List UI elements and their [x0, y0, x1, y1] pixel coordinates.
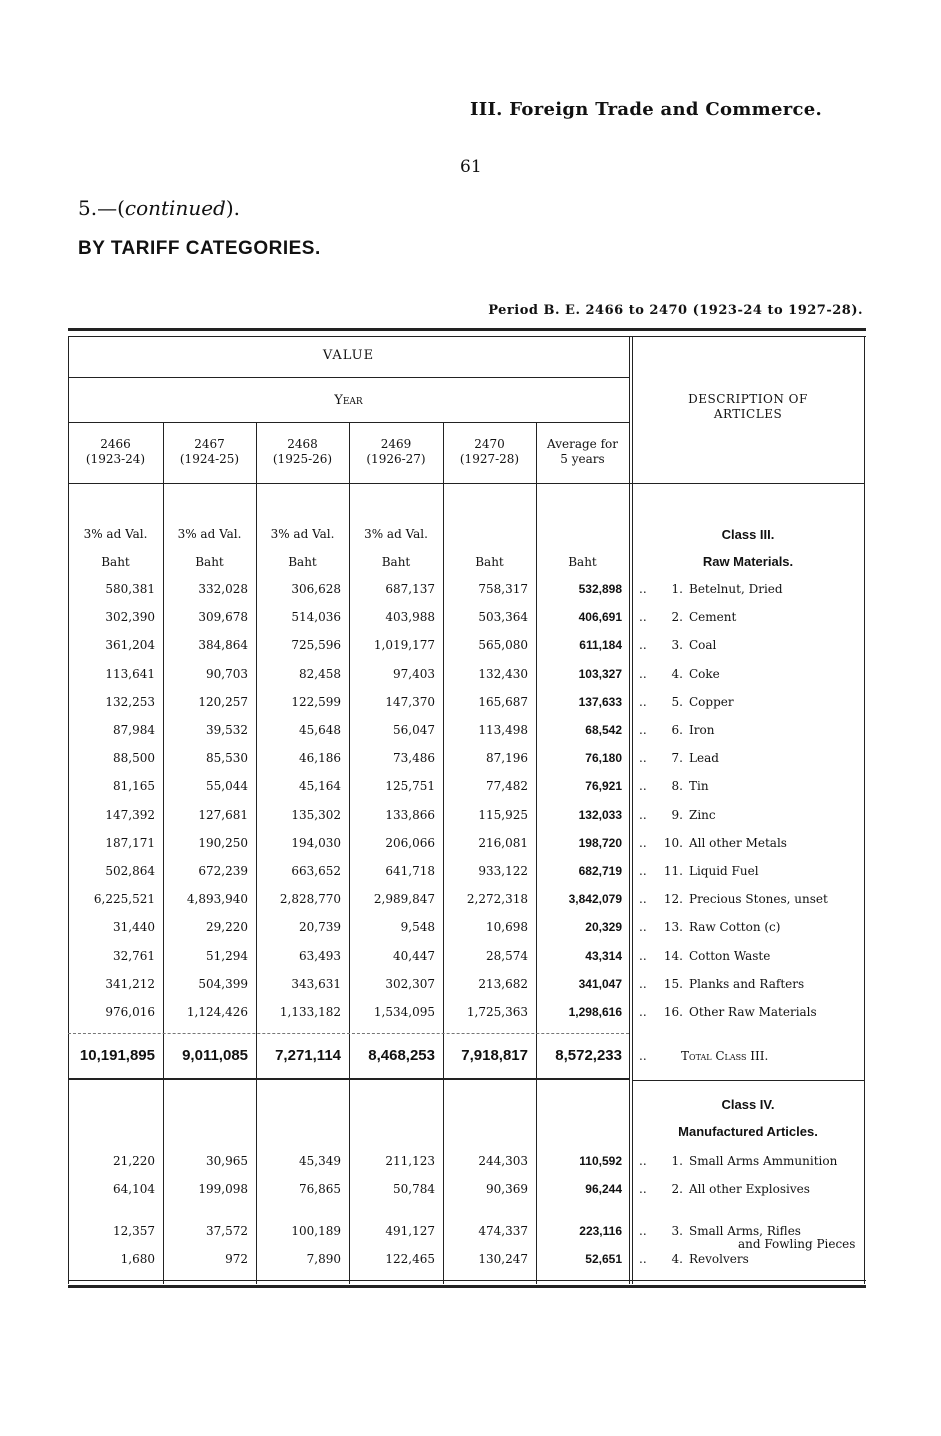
table-cell: 725,596	[291, 638, 341, 653]
row-description	[639, 1005, 817, 1019]
column-header	[536, 437, 629, 467]
table-cell: 90,703	[206, 666, 248, 681]
table-cell: 187,171	[105, 835, 155, 850]
table-cell: 127,681	[198, 807, 248, 822]
table-cell: 976,016	[105, 1005, 155, 1019]
table-cell: 45,648	[299, 723, 341, 737]
table-cell: 2,828,770	[279, 892, 341, 907]
leader-dots: ..	[639, 666, 647, 681]
row-label: Small Arms, Rifles	[689, 1224, 801, 1238]
table-cell: 137,633	[578, 694, 622, 709]
table-cell: 190,250	[198, 835, 248, 850]
row-number: 8.	[671, 779, 683, 794]
total-cell: 10,191,895	[79, 1047, 155, 1064]
leader-dots: ..	[639, 1252, 647, 1266]
table-cell: 663,652	[291, 864, 341, 878]
row-number: 9.	[671, 807, 683, 822]
total-cell: 7,271,114	[275, 1047, 341, 1064]
table-cell: 2,272,318	[466, 892, 528, 907]
table-cell: 1,019,177	[373, 638, 435, 653]
description-header	[632, 392, 864, 422]
leader-dots: ..	[639, 694, 647, 709]
leader-dots: ..	[639, 638, 647, 653]
table-cell: 672,239	[198, 864, 248, 878]
table-cell: 110,592	[579, 1154, 622, 1168]
total-cell: 8,468,253	[368, 1047, 435, 1064]
table-cell: 37,572	[206, 1224, 248, 1238]
total-cell: 7,918,817	[461, 1047, 528, 1064]
table-cell: 122,465	[385, 1252, 435, 1266]
table-cell: 28,574	[486, 948, 528, 963]
currency-label: Baht	[475, 555, 504, 569]
table-cell: 50,784	[393, 1182, 435, 1196]
row-number: 14.	[663, 948, 683, 963]
duty-label: 3% ad Val.	[177, 527, 242, 541]
row-number: 15.	[663, 976, 683, 991]
table-cell: 532,898	[578, 582, 622, 596]
column-header-span: (1924-25)	[179, 452, 240, 466]
table-cell: 32,761	[113, 948, 155, 963]
table-cell: 132,430	[478, 666, 528, 681]
table-cell: 45,349	[299, 1154, 341, 1168]
table-cell: 147,392	[105, 807, 155, 822]
description-header-line2: ARTICLES	[713, 407, 783, 421]
table-cell: 97,403	[393, 666, 435, 681]
leader-dots: ..	[639, 1154, 647, 1168]
row-number: 12.	[663, 892, 683, 907]
table-bottom-rule	[68, 1285, 866, 1288]
table-cell: 503,364	[478, 610, 528, 625]
table-cell: 113,641	[105, 666, 155, 681]
class-title: Class IV.	[721, 1097, 775, 1112]
table-cell: 43,314	[585, 948, 622, 963]
table-cell: 1,680	[120, 1252, 155, 1266]
row-description	[639, 977, 804, 991]
table-cell: 502,864	[105, 864, 155, 878]
row-number: 2.	[671, 610, 683, 625]
row-label: Tin	[689, 779, 709, 794]
column-divider	[349, 422, 350, 1284]
row-label: Coal	[689, 638, 717, 653]
table-cell: 130,247	[478, 1252, 528, 1266]
row-label: Cement	[689, 610, 737, 625]
table-cell: 1,133,182	[279, 1005, 341, 1019]
table-cell: 76,865	[299, 1182, 341, 1196]
row-label: Raw Cotton (c)	[689, 920, 781, 935]
table-cell: 491,127	[385, 1224, 435, 1238]
column-header-year: 2466	[100, 437, 131, 451]
row-label: Cotton Waste	[689, 948, 771, 963]
column-divider	[443, 422, 444, 1284]
total-cell: 9,011,085	[182, 1047, 248, 1064]
table-cell: 90,369	[486, 1182, 528, 1196]
row-label: Lead	[689, 751, 719, 766]
column-header-year: 2467	[194, 437, 225, 451]
table-cell: 68,542	[585, 723, 622, 737]
table-left-border	[68, 336, 69, 1284]
header-bottom-rule	[68, 483, 864, 484]
row-label: Betelnut, Dried	[689, 582, 783, 596]
continued-prefix: 5.—(	[78, 196, 125, 220]
column-divider	[536, 422, 537, 1284]
row-description	[639, 864, 759, 878]
leader-dots: ..	[639, 864, 647, 878]
page-number: 61	[460, 157, 482, 177]
leader-dots: ..	[639, 1182, 647, 1196]
category-heading: BY TARIFF CATEGORIES.	[78, 238, 321, 259]
total-bottom-rule	[68, 1078, 629, 1080]
table-cell: 39,532	[206, 723, 248, 737]
table-cell: 120,257	[198, 694, 248, 709]
row-label: Liquid Fuel	[689, 864, 759, 878]
row-description	[639, 1252, 749, 1266]
table-cell: 199,098	[198, 1182, 248, 1196]
row-description	[639, 920, 780, 934]
table-cell: 1,298,616	[568, 1005, 622, 1019]
table-cell: 45,164	[299, 779, 341, 794]
row-label: Other Raw Materials	[689, 1005, 817, 1019]
table-cell: 20,739	[299, 920, 341, 935]
table-cell: 341,047	[578, 976, 622, 991]
row-description	[639, 751, 719, 765]
description-divider	[629, 336, 630, 1284]
table-cell: 341,212	[105, 976, 155, 991]
row-number: 16.	[663, 1005, 683, 1019]
table-cell: 361,204	[105, 638, 155, 653]
table-cell: 6,225,521	[93, 892, 155, 907]
table-cell: 216,081	[478, 835, 528, 850]
continued-heading	[78, 196, 240, 220]
column-header	[443, 437, 536, 467]
table-cell: 306,628	[291, 582, 341, 596]
table-cell: 687,137	[385, 582, 435, 596]
class-subtitle: Manufactured Articles.	[678, 1124, 818, 1139]
table-cell: 21,220	[113, 1154, 155, 1168]
table-cell: 474,337	[478, 1224, 528, 1238]
currency-label: Baht	[101, 555, 130, 569]
table-cell: 100,189	[291, 1224, 341, 1238]
row-number: 2.	[671, 1182, 683, 1196]
table-cell: 87,196	[486, 751, 528, 766]
table-cell: 64,104	[113, 1182, 155, 1196]
table-cell: 51,294	[206, 948, 248, 963]
currency-label: Baht	[288, 555, 317, 569]
column-header	[68, 437, 163, 467]
table-cell: 384,864	[198, 638, 248, 653]
column-header	[163, 437, 256, 467]
table-cell: 82,458	[299, 666, 341, 681]
continued-suffix: ).	[225, 196, 241, 220]
leader-dots: ..	[639, 976, 647, 991]
continued-word: continued	[124, 196, 226, 220]
row-label: Iron	[689, 723, 715, 737]
row-label: Zinc	[689, 807, 716, 822]
table-cell: 406,691	[578, 610, 622, 625]
table-cell: 565,080	[478, 638, 528, 653]
value-row-rule	[68, 377, 629, 378]
table-cell: 96,244	[585, 1182, 622, 1196]
row-number: 6.	[671, 723, 683, 737]
column-header-span: (1925-26)	[272, 452, 333, 466]
leader-dots: ..	[639, 835, 647, 850]
row-description	[639, 892, 828, 906]
table-cell: 1,725,363	[466, 1005, 528, 1019]
duty-label: 3% ad Val.	[364, 527, 428, 541]
table-cell: 147,370	[385, 694, 435, 709]
class-title: Class III.	[721, 527, 775, 542]
column-divider	[256, 422, 257, 1284]
row-description	[639, 836, 787, 850]
column-header	[256, 437, 349, 467]
table-cell: 9,548	[400, 920, 435, 935]
table-cell: 223,116	[579, 1224, 622, 1238]
row-description	[639, 638, 716, 652]
row-number: 1.	[671, 582, 683, 596]
table-cell: 133,866	[385, 807, 435, 822]
value-header: VALUE	[322, 348, 375, 363]
row-description	[639, 610, 736, 624]
leader-dots: ..	[639, 1224, 647, 1238]
row-description	[639, 1224, 801, 1238]
row-description	[639, 582, 783, 596]
table-cell: 55,044	[206, 779, 248, 794]
total-top-rule	[68, 1033, 629, 1034]
table-cell: 206,066	[385, 835, 435, 850]
duty-label: 3% ad Val.	[270, 527, 335, 541]
column-header-year: 2469	[380, 437, 412, 451]
table-cell: 10,698	[486, 920, 528, 935]
leader-dots: ..	[639, 892, 647, 907]
table-cell: 125,751	[385, 779, 435, 794]
column-header-year: 2468	[287, 437, 318, 451]
table-cell: 132,253	[105, 694, 155, 709]
table-cell: 12,357	[113, 1224, 155, 1238]
table-cell: 135,302	[291, 807, 341, 822]
row-number: 5.	[671, 694, 683, 709]
table-cell: 682,719	[578, 864, 622, 878]
table-cell: 40,447	[393, 948, 435, 963]
description-header-line1: DESCRIPTION OF	[688, 392, 808, 406]
table-cell: 52,651	[585, 1252, 622, 1266]
row-number: 4.	[671, 666, 683, 681]
table-cell: 85,530	[206, 751, 248, 766]
table-cell: 30,965	[206, 1154, 248, 1168]
leader-dots: ..	[639, 920, 647, 935]
table-cell: 56,047	[393, 723, 435, 737]
table-cell: 77,482	[486, 779, 528, 794]
column-header-span: (1926-27)	[366, 452, 426, 466]
leader-dots: ..	[639, 948, 647, 963]
table-cell: 20,329	[585, 920, 622, 935]
table-cell: 211,123	[385, 1154, 435, 1168]
table-cell: 87,984	[113, 723, 155, 737]
table-right-border	[864, 336, 865, 1284]
table-cell: 332,028	[198, 582, 248, 596]
table-cell: 1,124,426	[186, 1005, 248, 1019]
table-cell: 758,317	[478, 582, 528, 596]
table-bottom-inner-rule	[68, 1280, 866, 1281]
row-label-continued: and Fowling Pieces	[738, 1237, 856, 1251]
table-cell: 403,988	[385, 610, 435, 625]
row-number: 10.	[663, 835, 683, 850]
table-cell: 1,534,095	[373, 1005, 435, 1019]
column-header-year: Average for	[547, 437, 618, 451]
table-cell: 113,498	[478, 723, 528, 737]
table-cell: 611,184	[579, 638, 622, 653]
leader-dots: ..	[639, 610, 647, 625]
table-top-inner-rule	[68, 336, 866, 337]
table-cell: 76,180	[585, 751, 622, 766]
table-cell: 115,925	[478, 807, 528, 822]
row-description	[639, 723, 714, 737]
period-note: Period B. E. 2466 to 2470 (1923-24 to 1927-28).	[488, 303, 863, 318]
row-label: All other Explosives	[689, 1182, 810, 1196]
table-cell: 7,890	[306, 1252, 341, 1266]
table-cell: 31,440	[113, 920, 155, 935]
column-header-year: 2470	[474, 437, 505, 451]
table-cell: 194,030	[291, 835, 341, 850]
description-divider-inner	[632, 336, 633, 1284]
table-cell: 46,186	[299, 751, 341, 766]
running-head: III. Foreign Trade and Commerce.	[470, 99, 823, 120]
row-number: 13.	[663, 920, 683, 935]
row-number: 3.	[671, 638, 683, 653]
row-description	[639, 949, 770, 963]
table-cell: 641,718	[385, 864, 435, 878]
leader-dots: ..	[639, 1049, 647, 1063]
table-cell: 4,893,940	[186, 892, 248, 907]
table-cell: 165,687	[478, 694, 528, 709]
column-divider	[163, 422, 164, 1284]
row-number: 4.	[671, 1252, 683, 1266]
currency-label: Baht	[568, 555, 597, 569]
row-label: Copper	[689, 694, 734, 709]
table-cell: 213,682	[478, 976, 528, 991]
year-header: Year	[334, 393, 363, 408]
table-cell: 63,493	[299, 948, 341, 963]
row-description	[639, 1182, 810, 1196]
total-label: Total Class III.	[681, 1049, 769, 1063]
leader-dots: ..	[639, 723, 647, 737]
table-cell: 343,631	[291, 976, 341, 991]
row-label: All other Metals	[689, 835, 787, 850]
table-cell: 2,989,847	[373, 892, 435, 907]
table-top-rule	[68, 328, 866, 331]
column-header	[349, 437, 443, 467]
currency-label: Baht	[381, 555, 411, 569]
row-description	[639, 695, 734, 709]
table-cell: 3,842,079	[568, 892, 622, 907]
leader-dots: ..	[639, 751, 647, 766]
row-description	[639, 779, 709, 793]
leader-dots: ..	[639, 779, 647, 794]
table-cell: 580,381	[105, 582, 155, 596]
table-cell: 73,486	[393, 751, 435, 766]
table-cell: 76,921	[585, 779, 622, 794]
row-description	[639, 667, 720, 681]
table-cell: 81,165	[113, 779, 155, 794]
table-cell: 302,307	[385, 976, 435, 991]
column-header-span: (1927-28)	[459, 452, 520, 466]
row-label: Coke	[689, 666, 720, 681]
table-cell: 302,390	[105, 610, 155, 625]
description-rule	[632, 1080, 864, 1081]
table-cell: 504,399	[198, 976, 248, 991]
table-cell: 103,327	[578, 666, 622, 681]
row-number: 3.	[671, 1224, 683, 1238]
row-number: 1.	[671, 1154, 683, 1168]
total-description	[639, 1049, 768, 1063]
table-cell: 244,303	[478, 1154, 528, 1168]
currency-label: Baht	[195, 555, 224, 569]
column-header-span: (1923-24)	[85, 452, 146, 466]
row-description	[639, 808, 716, 822]
table-cell: 514,036	[291, 610, 341, 625]
table-cell: 933,122	[478, 864, 528, 878]
table-cell: 132,033	[578, 807, 622, 822]
column-header-span: 5 years	[560, 452, 605, 466]
row-label: Planks and Rafters	[689, 976, 805, 991]
duty-label: 3% ad Val.	[83, 527, 148, 541]
leader-dots: ..	[639, 582, 647, 596]
row-label: Revolvers	[689, 1252, 749, 1266]
table-cell: 29,220	[206, 920, 248, 935]
row-label: Precious Stones, unset	[689, 892, 828, 907]
row-number: 11.	[663, 864, 683, 878]
table-cell: 88,500	[113, 751, 155, 766]
table-cell: 122,599	[291, 694, 341, 709]
table-cell: 972	[225, 1252, 248, 1266]
total-cell: 8,572,233	[555, 1047, 622, 1064]
row-description	[639, 1154, 837, 1168]
leader-dots: ..	[639, 807, 647, 822]
table-cell: 198,720	[578, 835, 622, 850]
table-cell: 309,678	[198, 610, 248, 625]
class-subtitle: Raw Materials.	[702, 554, 794, 569]
row-label: Small Arms Ammunition	[689, 1154, 838, 1168]
row-number: 7.	[671, 751, 683, 766]
leader-dots: ..	[639, 1005, 647, 1019]
